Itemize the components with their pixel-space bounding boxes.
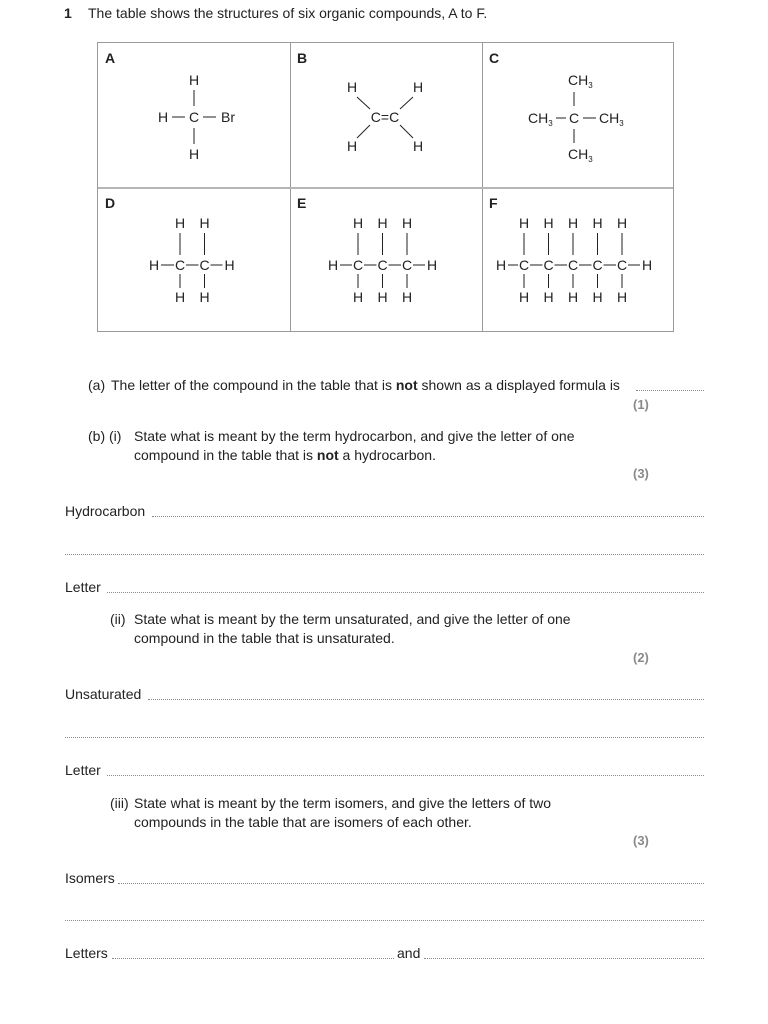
atom-label: H — [518, 215, 530, 231]
table-cell-c — [482, 43, 674, 187]
table-cell-b — [290, 43, 482, 187]
atom-label: H — [495, 257, 507, 273]
unsaturated-answer-line-2[interactable] — [65, 737, 704, 738]
cell-letter: D — [105, 195, 116, 211]
atom-label: H — [412, 79, 424, 95]
part-a-marks: (1) — [633, 397, 649, 412]
letter-label: Letter — [65, 579, 101, 595]
part-b-i-line1: State what is meant by the term hydrocarbon, and give the letter of one — [134, 428, 575, 444]
atom-label: C — [567, 257, 579, 273]
cell-letter: A — [105, 50, 116, 66]
part-a-answer-line[interactable] — [636, 390, 704, 391]
structure-b-diagram — [290, 43, 482, 187]
structure-c-diagram — [482, 43, 674, 187]
letters-label: Letters — [65, 945, 108, 961]
part-b-iii-line2: compounds in the table that are isomers of each other. — [134, 814, 472, 830]
atom-label: H — [199, 289, 210, 305]
atom-label: H — [188, 146, 200, 162]
cell-letter: E — [297, 195, 307, 211]
structures-table — [97, 42, 674, 332]
part-b-iii-line1: State what is meant by the term isomers, and give the letters of two — [134, 795, 552, 811]
atom-label: H — [346, 138, 358, 154]
part-b-ii-label: (ii) — [110, 611, 126, 627]
isomers-answer-line[interactable] — [118, 883, 704, 884]
atom-label: C — [543, 257, 554, 273]
hydrocarbon-label: Hydrocarbon — [65, 503, 146, 519]
atom-label: Br — [221, 109, 235, 125]
atom-label: $CH_3$ — [568, 146, 593, 164]
atom-label: H — [174, 215, 186, 231]
atom-label: H — [352, 215, 364, 231]
part-b-ii-line2: compound in the table that is unsaturated. — [134, 630, 395, 646]
table-cell-a — [98, 43, 290, 187]
letter-label: Letter — [65, 762, 101, 778]
atom-label: C — [377, 257, 388, 273]
atom-label: H — [188, 72, 200, 88]
part-b-ii-line1: State what is meant by the term unsaturated, and give the letter of one — [134, 611, 571, 627]
part-a-label: (a) — [88, 377, 106, 393]
part-b-iii-label: (iii) — [110, 795, 129, 811]
letters-answer-line-1[interactable] — [112, 958, 394, 959]
structure-d-diagram — [98, 188, 290, 332]
atom-label: $CH_3$ — [528, 110, 553, 128]
table-cell-f — [482, 188, 674, 332]
letters-answer-line-2[interactable] — [424, 958, 704, 959]
atom-label: H — [567, 215, 579, 231]
atom-label: H — [401, 289, 413, 305]
atom-label: C — [401, 257, 413, 273]
atom-label: H — [352, 289, 364, 305]
atom-label: H — [401, 215, 413, 231]
atom-label: H — [543, 289, 554, 305]
atom-label: C — [352, 257, 364, 273]
part-b-iii-marks: (3) — [633, 833, 649, 848]
atom-label: H — [224, 257, 235, 273]
atom-label: C — [616, 257, 628, 273]
atom-label: H — [518, 289, 530, 305]
atom-label: $CH_3$ — [599, 110, 624, 128]
atom-label: C — [518, 257, 530, 273]
hydrocarbon-answer-line-2[interactable] — [65, 554, 704, 555]
atom-label: H — [426, 257, 438, 273]
atom-label: H — [377, 289, 388, 305]
part-b-ii-marks: (2) — [633, 650, 649, 665]
atom-label: H — [157, 109, 169, 125]
part-a-prompt: The letter of the compound in the table that is not shown as a displayed formula is — [111, 377, 620, 393]
atom-label: C — [174, 257, 186, 273]
cell-letter: B — [297, 50, 308, 66]
atom-label: H — [616, 289, 628, 305]
letter-answer-line[interactable] — [107, 775, 704, 776]
isomers-answer-line-2[interactable] — [65, 920, 704, 921]
atom-label: H — [592, 289, 603, 305]
cell-letter: F — [489, 195, 498, 211]
atom-label: H — [616, 215, 628, 231]
unsaturated-label: Unsaturated — [65, 686, 142, 702]
unsaturated-answer-line[interactable] — [148, 699, 704, 700]
atom-label: C=C — [370, 109, 400, 125]
atom-label: H — [377, 215, 388, 231]
structure-a-diagram — [98, 43, 290, 187]
question-intro: The table shows the structures of six organic compounds, A to F. — [88, 5, 488, 21]
part-b-i-label: (b) (i) — [88, 428, 122, 444]
table-cell-e — [290, 188, 482, 332]
atom-label: C — [199, 257, 210, 273]
hydrocarbon-answer-line[interactable] — [152, 516, 704, 517]
structure-f-diagram — [482, 188, 674, 332]
structure-e-diagram — [290, 188, 482, 332]
atom-label: $CH_3$ — [568, 72, 593, 90]
cell-letter: C — [489, 50, 500, 66]
atom-label: H — [199, 215, 210, 231]
atom-label: H — [567, 289, 579, 305]
table-cell-d — [98, 188, 290, 332]
atom-label: H — [592, 215, 603, 231]
atom-label: C — [592, 257, 603, 273]
atom-label: H — [346, 79, 358, 95]
atom-label: H — [412, 138, 424, 154]
atom-label: H — [543, 215, 554, 231]
atom-label: H — [148, 257, 160, 273]
atom-label: H — [641, 257, 653, 273]
part-b-i-marks: (3) — [633, 466, 649, 481]
part-b-i-line2: compound in the table that is not a hydrocarbon. — [134, 447, 436, 463]
letter-answer-line[interactable] — [107, 592, 704, 593]
atom-label: H — [327, 257, 339, 273]
atom-label: C — [188, 109, 200, 125]
atom-label: C — [568, 110, 580, 126]
and-label: and — [397, 945, 421, 961]
isomers-label: Isomers — [65, 870, 115, 886]
question-number: 1 — [64, 5, 72, 21]
atom-label: H — [174, 289, 186, 305]
